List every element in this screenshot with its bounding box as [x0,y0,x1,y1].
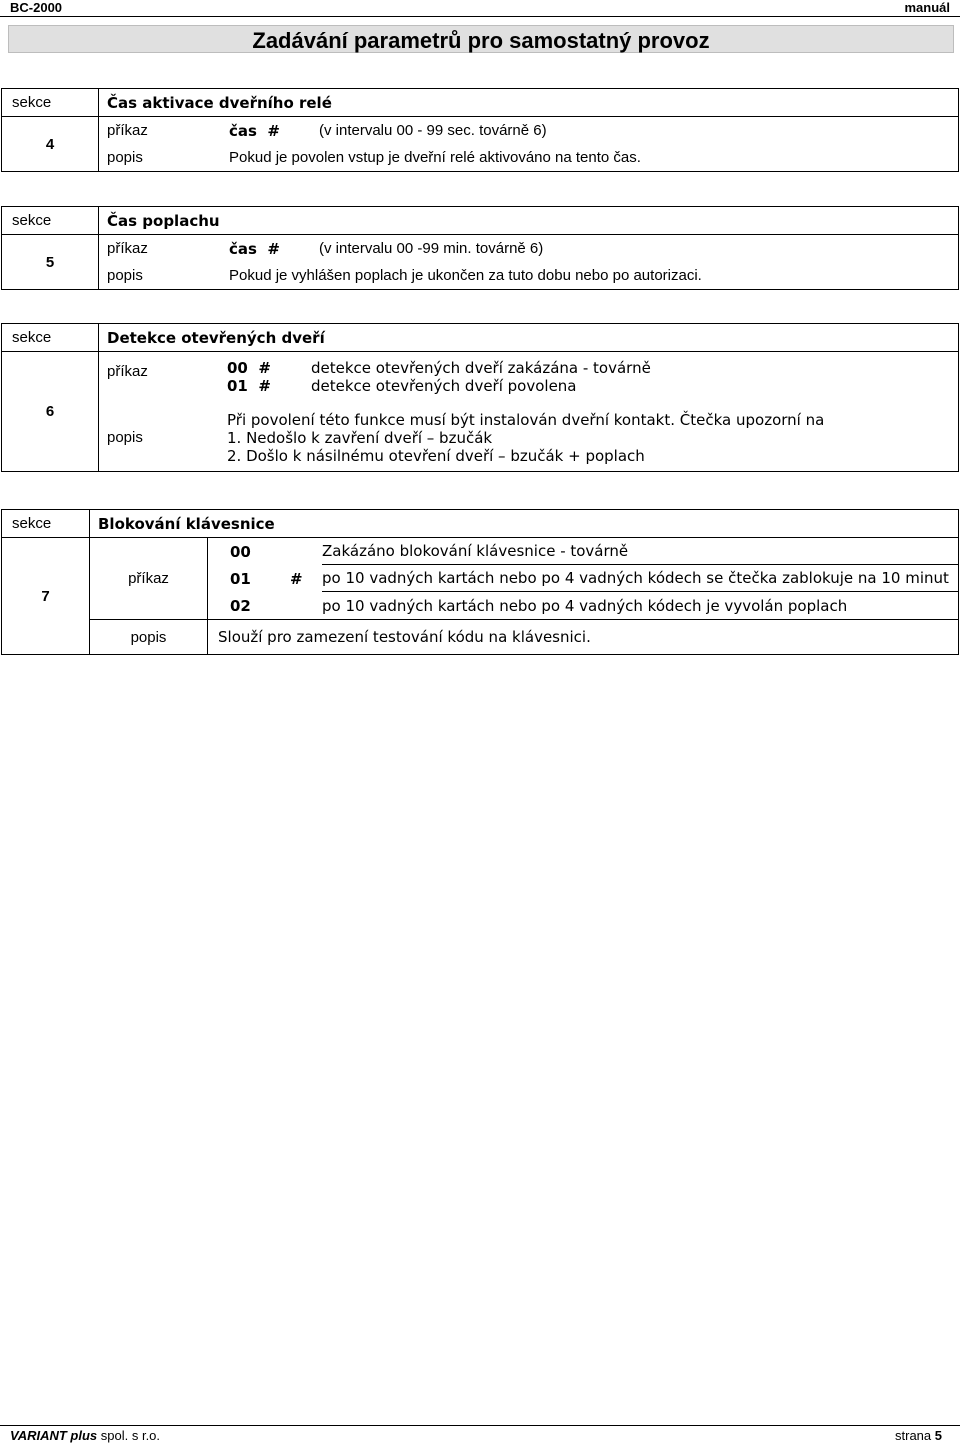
section-4-table [1,88,959,172]
section-heading: Blokování klávesnice [90,510,959,538]
section-number: 5 [2,235,99,290]
section-7-table [1,509,959,655]
description-text: Pokud je povolen vstup je dveřní relé aktivováno na tento čas. [229,149,641,166]
doc-code: BC-2000 [10,0,63,15]
prikaz-label: příkaz [107,240,148,257]
option-code: 00 [230,542,251,561]
header-divider [0,16,960,17]
popis-label: popis [107,429,143,446]
prikaz-label: příkaz [90,538,208,620]
section-5-table [1,206,959,290]
company-bold: VARIANT plus [10,1428,98,1443]
page-number [895,1428,942,1443]
footer-divider [0,1425,960,1426]
command-row [99,235,958,262]
option-row [227,377,651,395]
page-value: 5 [934,1428,942,1443]
option-row [227,359,651,377]
command-code: čas # [229,121,280,140]
command-row [99,117,958,144]
command-note: (v intervalu 00 - 99 sec. továrně 6) [319,122,547,139]
command-code: čas # [229,239,280,258]
description-text: Slouží pro zamezení testování kódu na klávesnici. [208,620,959,655]
option-row [208,592,958,619]
command-note: (v intervalu 00 -99 min. továrně 6) [319,240,544,257]
option-text: detekce otevřených dveří povolena [311,376,577,395]
company-name [10,1428,160,1443]
popis-label: popis [107,149,143,166]
description-line: 2. Došlo k násilnému otevření dveří – bzučák + poplach [227,446,645,465]
option-code: 00 # [227,358,271,377]
prikaz-label: příkaz [107,362,148,380]
sekce-label: sekce [2,324,99,352]
page-label: strana [895,1428,935,1443]
description-line: 1. Nedošlo k zavření dveří – bzučák [227,428,493,447]
popis-label: popis [90,620,208,655]
section-number: 4 [2,117,99,172]
section-number: 7 [2,538,90,655]
option-text: po 10 vadných kartách nebo po 4 vadných kódech je vyvolán poplach [322,596,848,615]
prikaz-label: příkaz [107,122,148,139]
option-text: Zakázáno blokování klávesnice - továrně [322,538,958,565]
sekce-label: sekce [2,207,99,235]
section-heading: Detekce otevřených dveří [99,324,959,352]
option-text: detekce otevřených dveří zakázána - továrně [311,358,651,377]
section-heading: Čas poplachu [99,207,959,235]
option-text: po 10 vadných kartách nebo po 4 vadných kódech se čtečka zablokuje na 10 minut [322,565,958,592]
popis-label: popis [107,267,143,284]
description-text: Pokud je vyhlášen poplach je ukončen za tuto dobu nebo po autorizaci. [229,267,702,284]
section-number: 6 [2,352,99,472]
description-row [99,405,958,471]
option-row [208,538,958,565]
section-6-table [1,323,959,472]
section-heading: Čas aktivace dveřního relé [99,89,959,117]
description-line: Při povolení této funkce musí být instalován dveřní kontakt. Čtečka upozorní na [227,410,825,429]
page-title: Zadávání parametrů pro samostatný provoz [8,25,954,53]
doc-type: manuál [904,0,950,15]
option-code: 01 # [227,376,271,395]
description-row [99,262,958,289]
command-row [99,353,958,405]
option-code: 02 [230,596,251,615]
option-row [208,565,958,592]
sekce-label: sekce [2,89,99,117]
sekce-label: sekce [2,510,90,538]
description-row [99,144,958,171]
hash-symbol: # [290,569,303,588]
option-code: 01 [230,569,251,588]
company-rest: spol. s r.o. [97,1428,161,1443]
